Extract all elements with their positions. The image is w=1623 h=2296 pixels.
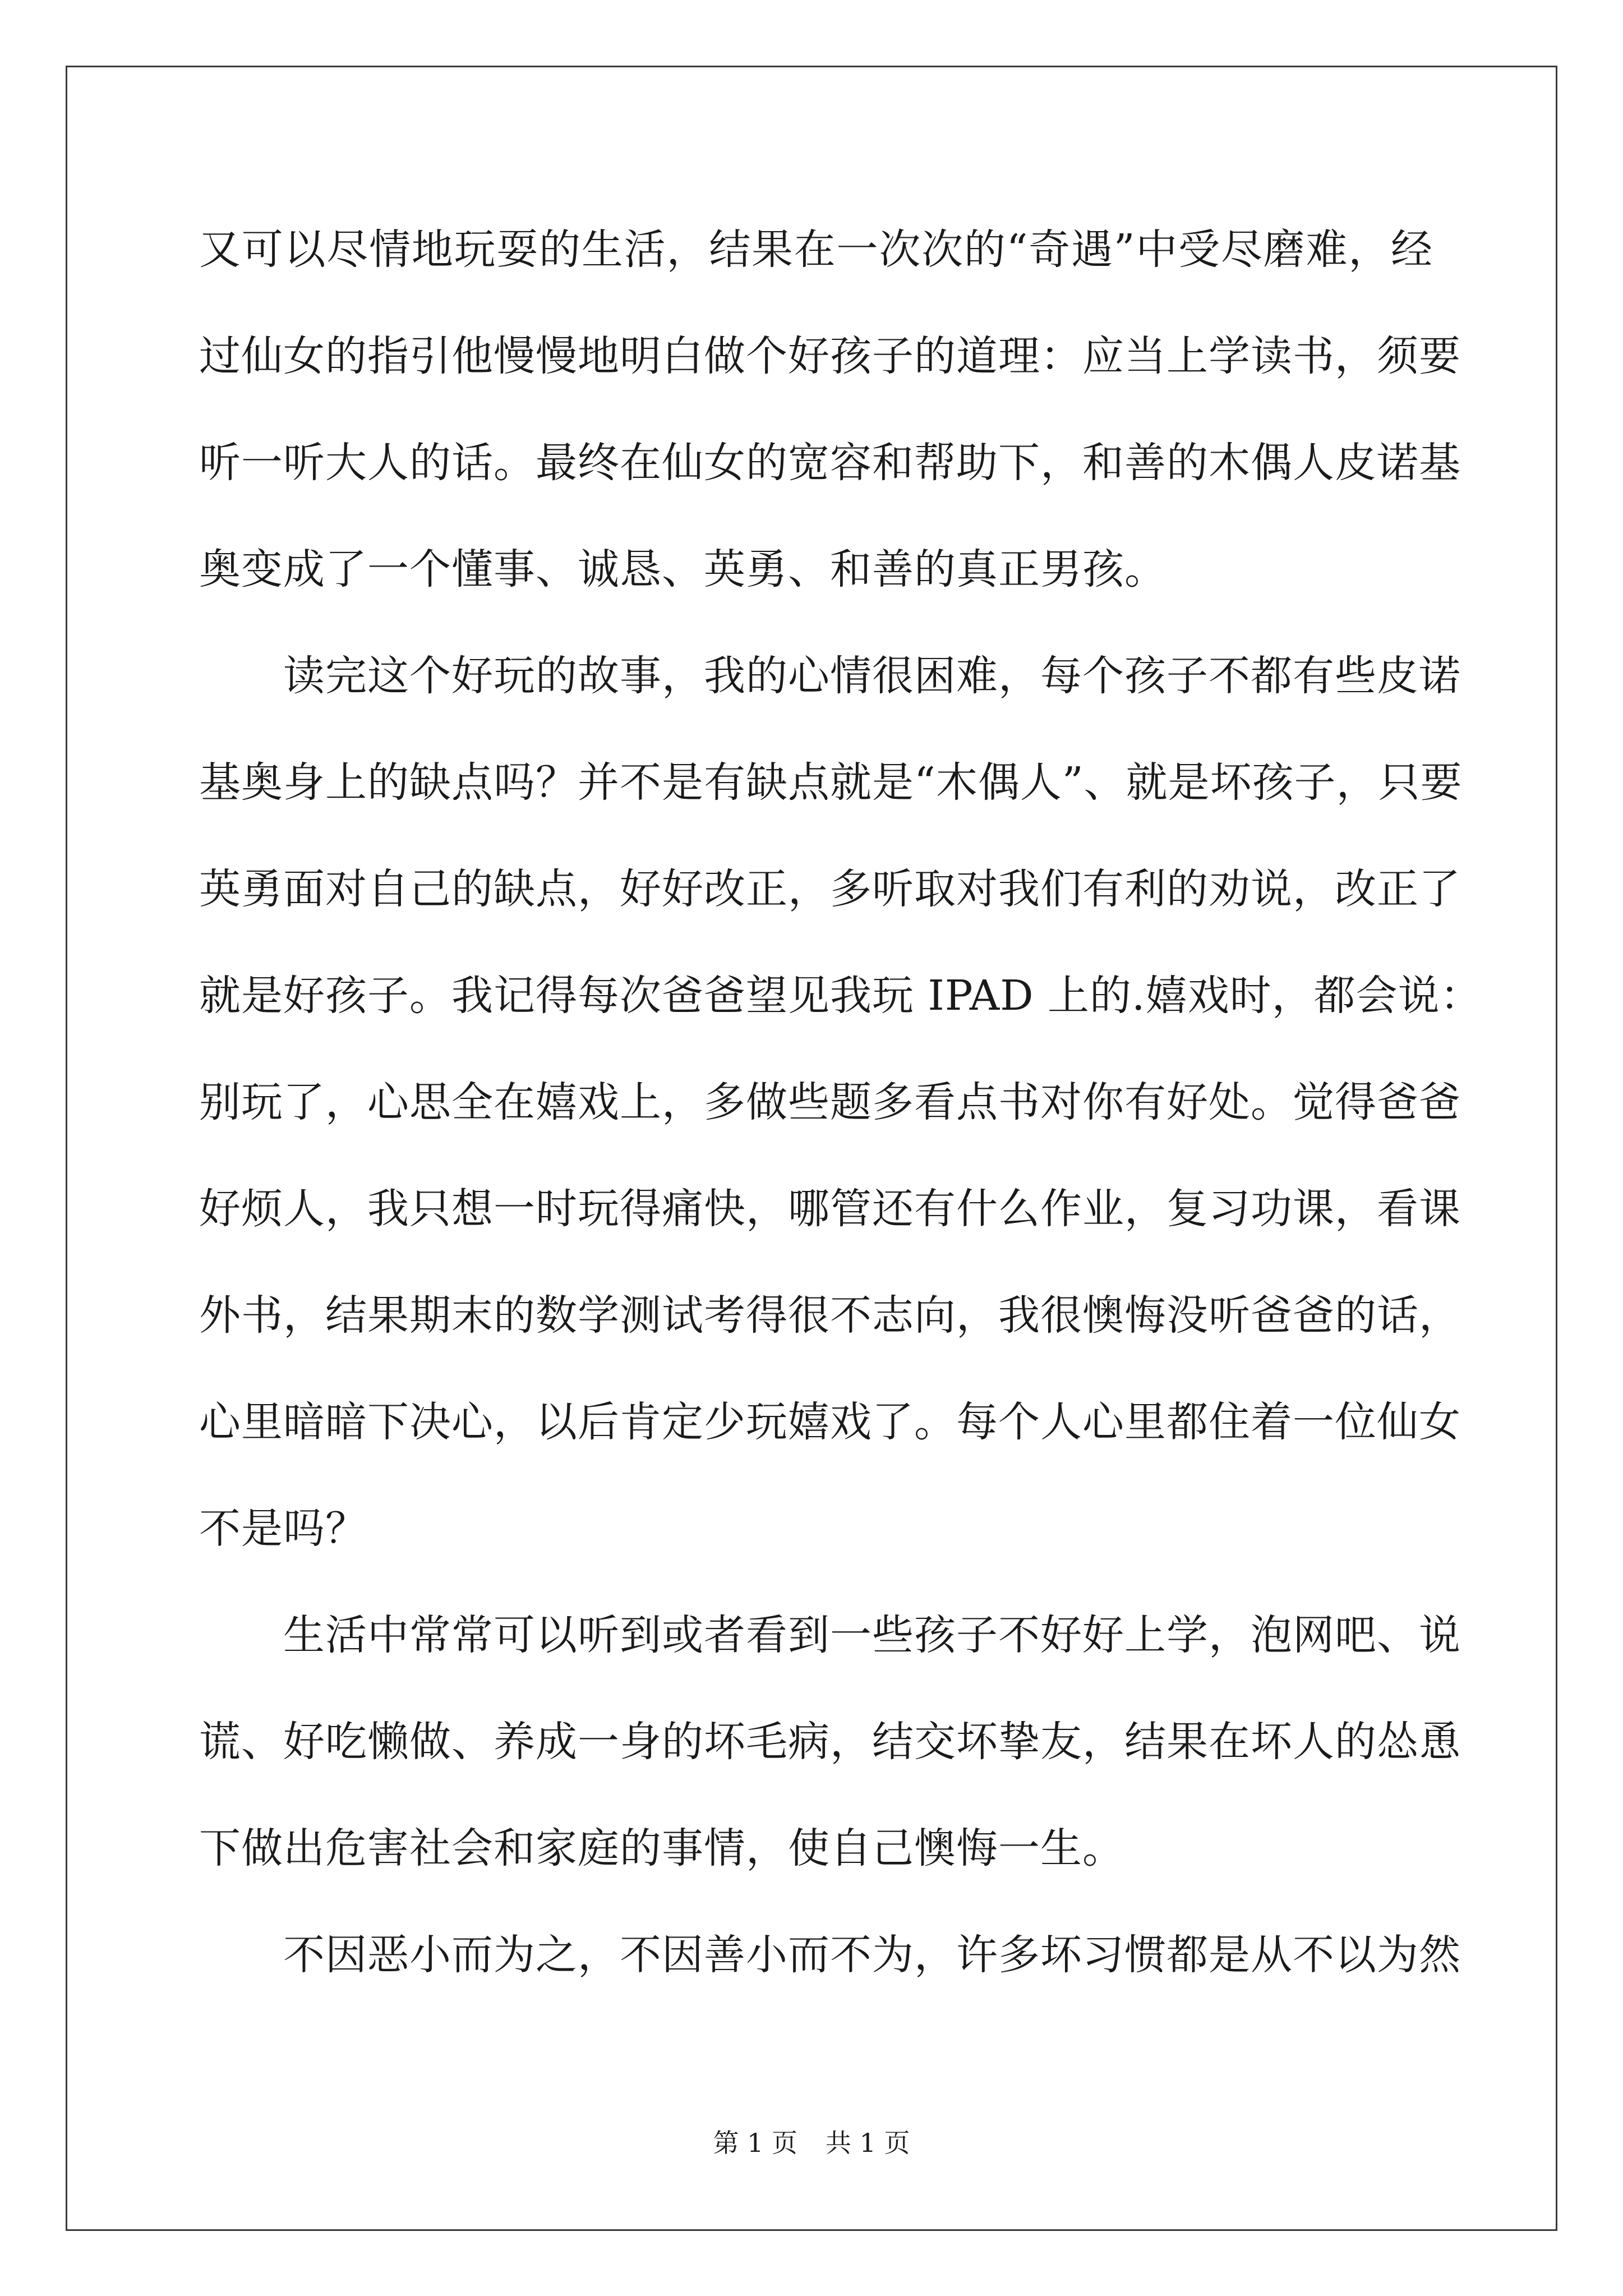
text-line: 生活中常常可以听到或者看到一些孩子不好好上学，泡网吧、说	[283, 1611, 1461, 1659]
text-line: 下做出危害社会和家庭的事情，使自己懊悔一生。	[199, 1824, 1124, 1872]
text-line: 听一听大人的话。最终在仙女的宽容和帮助下，和善的木偶人皮诺基	[199, 439, 1461, 487]
page-total: 共 1 页	[826, 2128, 910, 2158]
text-line: 基奥身上的缺点吗？并不是有缺点就是“木偶人”、就是坏孩子，只要	[199, 758, 1463, 807]
text-line: 不因恶小而为之，不因善小而不为，许多坏习惯都是从不以为然	[283, 1931, 1461, 1979]
text-line: 奥变成了一个懂事、诚恳、英勇、和善的真正男孩。	[199, 545, 1166, 593]
page-number: 第 1 页	[713, 2128, 797, 2158]
text-line: 英勇面对自己的缺点，好好改正，多听取对我们有利的劝说，改正了	[199, 865, 1461, 913]
text-line: 读完这个好玩的故事，我的心情很困难，每个孩子不都有些皮诺	[283, 652, 1461, 700]
text-line: 又可以尽情地玩耍的生活，结果在一次次的“奇遇”中受尽磨难，经	[199, 226, 1433, 274]
page-footer	[0, 2126, 1623, 2160]
text-line: 过仙女的指引他慢慢地明白做个好孩子的道理：应当上学读书，须要	[199, 332, 1461, 380]
text-line: 别玩了，心思全在嬉戏上，多做些题多看点书对你有好处。觉得爸爸	[199, 1078, 1461, 1126]
document-body	[199, 196, 1482, 2008]
text-line: 外书，结果期末的数学测试考得很不志向，我很懊悔没听爸爸的话，	[199, 1291, 1461, 1340]
text-line: 就是好孩子。我记得每次爸爸望见我玩 IPAD 上的.嬉戏时，都会说：	[199, 972, 1482, 1020]
text-line: 心里暗暗下决心，以后肯定少玩嬉戏了。每个人心里都住着一位仙女	[199, 1398, 1461, 1446]
text-line: 不是吗？	[199, 1504, 367, 1553]
text-line: 好烦人，我只想一时玩得痛快，哪管还有什么作业，复习功课，看课	[199, 1185, 1461, 1233]
text-line: 谎、好吃懒做、养成一身的坏毛病，结交坏挚友，结果在坏人的怂恿	[199, 1718, 1461, 1766]
